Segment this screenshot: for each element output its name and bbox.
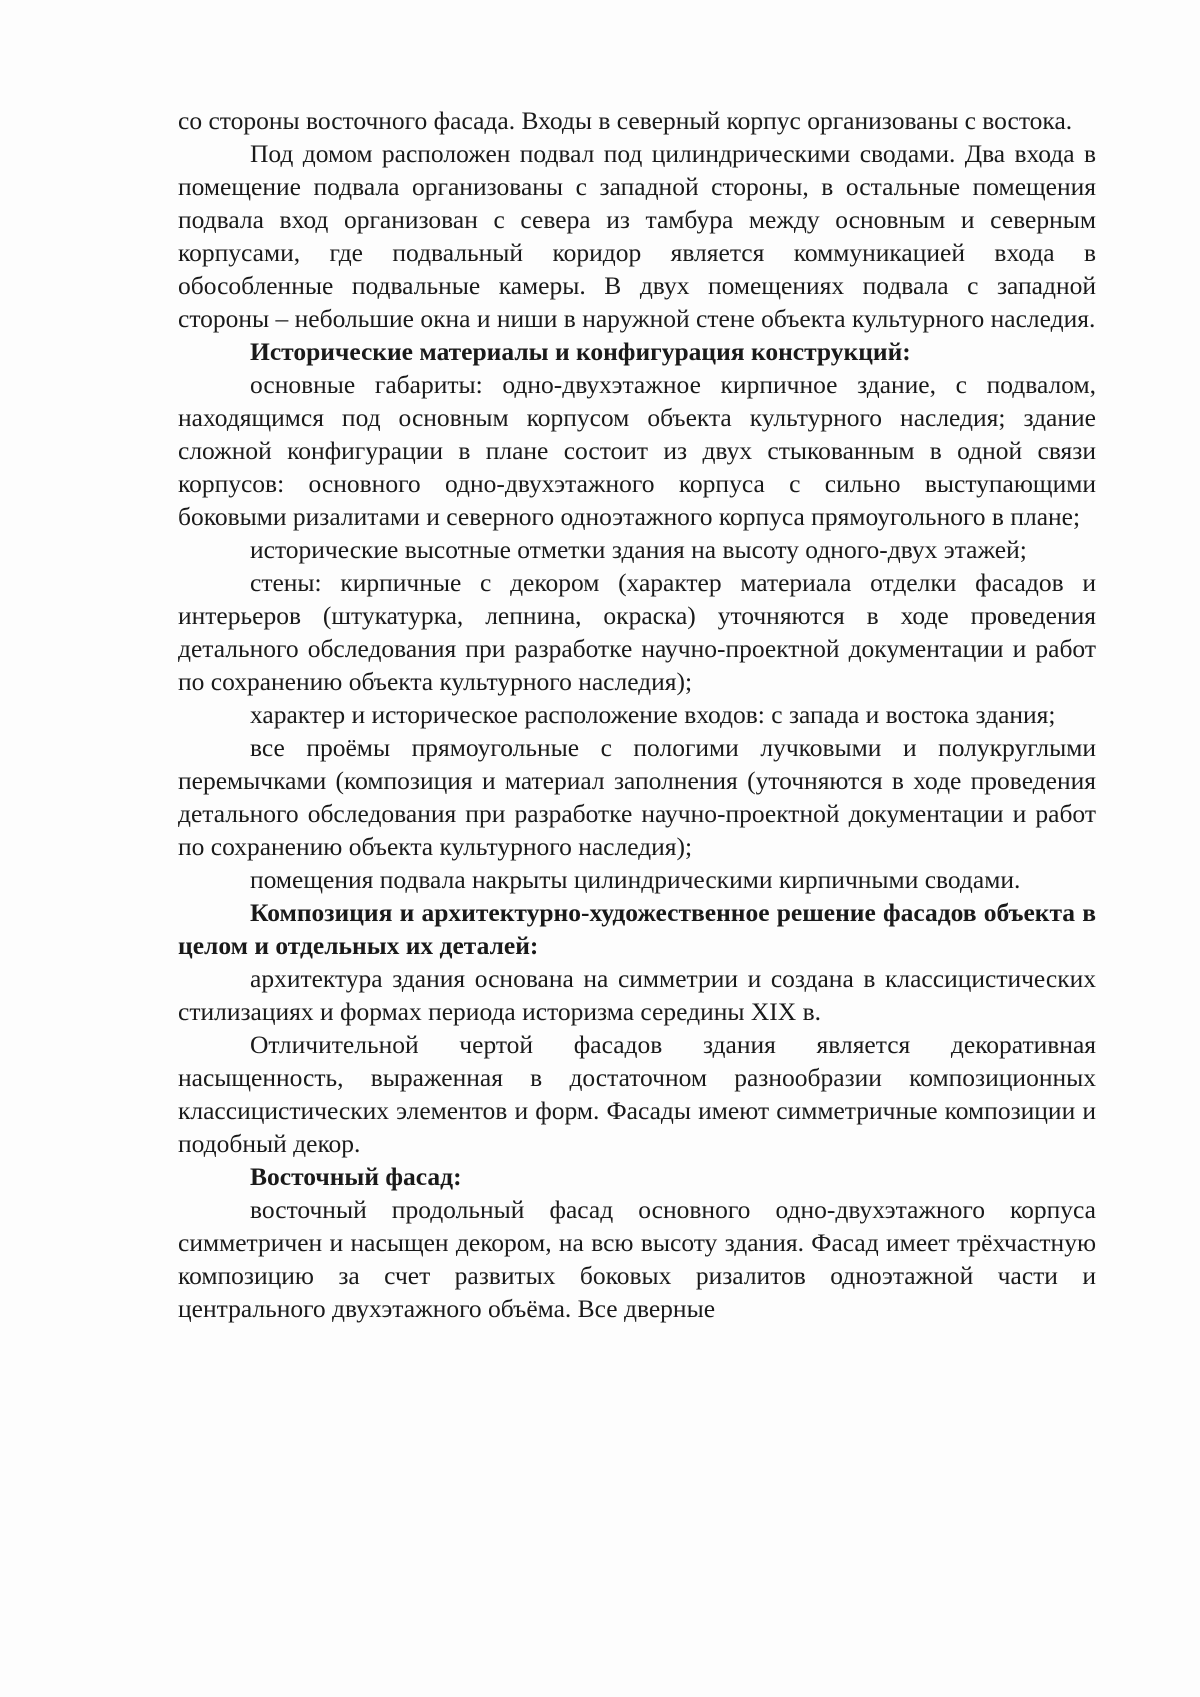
paragraph: восточный продольный фасад основного одно-двухэтажного корпуса симметричен и насыщен декором, на всю высоту здания. Фасад имеет трёхчастную композицию за счет развитых боковых ризалитов одноэтажной части и центрального двухэтажного объёма. Все дверные xyxy=(178,1195,1096,1323)
paragraph: основные габариты: одно-двухэтажное кирпичное здание, с подвалом, находящимся под основным корпусом объекта культурного наследия; здание сложной конфигурации в плане состоит из двух стыкованным в одной связи корпусов: основного одно-двухэтажного корпуса с сильно выступающими боковыми ризалитами и северного одноэтажного корпуса прямоугольного в плане; xyxy=(178,370,1096,531)
section-heading: Восточный фасад: xyxy=(250,1162,462,1191)
paragraph: со стороны восточного фасада. Входы в северный корпус организованы с востока. xyxy=(178,106,1073,135)
paragraph: Отличительной чертой фасадов здания является декоративная насыщенность, выраженная в достаточном разнообразии композиционных классицистических элементов и форм. Фасады имеют симметричные композиции и подобный декор. xyxy=(178,1030,1096,1158)
paragraph: стены: кирпичные с декором (характер материала отделки фасадов и интерьеров (штукатурка, лепнина, окраска) уточняются в ходе проведения детального обследования при разработке научно-проектной документации и работ по сохранению объекта культурного наследия); xyxy=(178,568,1096,696)
paragraph: характер и историческое расположение входов: с запада и востока здания; xyxy=(250,700,1056,729)
paragraph: архитектура здания основана на симметрии и создана в классицистических стилизациях и формах периода историзма середины XIX в. xyxy=(178,964,1096,1026)
paragraph: помещения подвала накрыты цилиндрическими кирпичными сводами. xyxy=(250,865,1021,894)
document-body xyxy=(178,104,1096,1325)
section-heading: Композиция и архитектурно-художественное решение фасадов объекта в целом и отдельных их деталей: xyxy=(178,898,1096,960)
paragraph: исторические высотные отметки здания на высоту одного-двух этажей; xyxy=(250,535,1027,564)
paragraph: все проёмы прямоугольные с пологими лучковыми и полукруглыми перемычками (композиция и материал заполнения (уточняются в ходе проведения детального обследования при разработке научно-проектной документации и работ по сохранению объекта культурного наследия); xyxy=(178,733,1096,861)
paragraph: Под домом расположен подвал под цилиндрическими сводами. Два входа в помещение подвала организованы с западной стороны, в остальные помещения подвала вход организован с севера из тамбура между основным и северным корпусами, где подвальный коридор является коммуникацией входа в обособленные подвальные камеры. В двух помещениях подвала с западной стороны – небольшие окна и ниши в наружной стене объекта культурного наследия. xyxy=(178,139,1096,333)
section-heading: Исторические материалы и конфигурация конструкций: xyxy=(250,337,911,366)
